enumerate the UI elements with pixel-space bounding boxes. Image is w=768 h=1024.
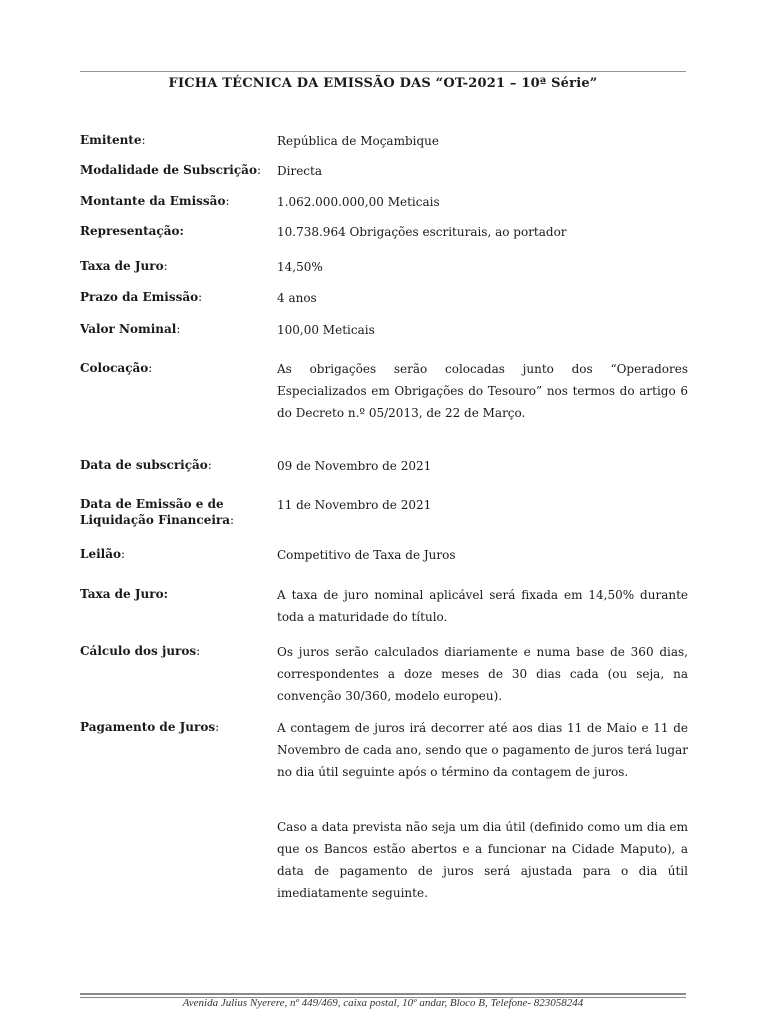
field-label: Valor Nominal: [80, 322, 181, 336]
field-value: Caso a data prevista não seja um dia útil (definido como um dia em que os Bancos estão abertos e a funcionar na Cidade Maputo), a data de pagamento de juros será ajustada para o dia útil imediatamente seguinte. [277, 820, 688, 900]
field-label: Pagamento de Juros: [80, 720, 220, 734]
field-label: Montante da Emissão: [80, 194, 230, 208]
footer-address: Avenida Julius Nyerere, nº 449/469, caixa postal, 10º andar, Bloco B, Telefone- 823058244 [182, 997, 584, 1009]
document-title: FICHA TÉCNICA DA EMISSÃO DAS “OT-2021 – 10ª Série” [168, 76, 598, 91]
field-value: 09 de Novembro de 2021 [277, 459, 432, 473]
top-rule [80, 71, 686, 72]
field-value: A taxa de juro nominal aplicável será fixada em 14,50% durante toda a maturidade do título. [277, 588, 688, 624]
field-value: Directa [277, 164, 322, 178]
field-label: Representação: [80, 224, 184, 238]
field-value: 4 anos [277, 291, 317, 305]
field-value: Os juros serão calculados diariamente e numa base de 360 dias, correspondentes a doze meses de 30 dias cada (ou seja, na convenção 30/360, modelo europeu). [277, 645, 688, 703]
field-label: Data de subscrição: [80, 458, 212, 472]
field-value: República de Moçambique [277, 134, 439, 148]
field-label: Taxa de Juro: [80, 259, 168, 273]
field-label: Colocação: [80, 361, 153, 375]
field-label: Emitente: [80, 133, 146, 147]
field-label: Modalidade de Subscrição: [80, 163, 261, 177]
field-value: 14,50% [277, 260, 323, 274]
field-label: Prazo da Emissão: [80, 290, 203, 304]
footer-rule [80, 993, 686, 995]
field-value: 1.062.000.000,00 Meticais [277, 195, 440, 209]
field-label: Cálculo dos juros: [80, 644, 201, 658]
field-value: A contagem de juros irá decorrer até aos dias 11 de Maio e 11 de Novembro de cada ano, sendo que o pagamento de juros terá lugar no dia útil seguinte após o término da contagem de juros. [277, 721, 688, 779]
field-value: As obrigações serão colocadas junto dos “Operadores Especializados em Obrigações do Tesouro” nos termos do artigo 6 do Decreto n.º 05/2013, de 22 de Março. [277, 362, 688, 420]
field-value: 11 de Novembro de 2021 [277, 498, 432, 512]
field-value: 100,00 Meticais [277, 323, 375, 337]
field-label: Data de Emissão e de Liquidação Financeira: [80, 497, 235, 527]
field-label: Leilão: [80, 547, 126, 561]
field-value: 10.738.964 Obrigações escriturais, ao portador [277, 225, 567, 239]
field-label: Taxa de Juro: [80, 587, 169, 601]
field-value: Competitivo de Taxa de Juros [277, 548, 456, 562]
